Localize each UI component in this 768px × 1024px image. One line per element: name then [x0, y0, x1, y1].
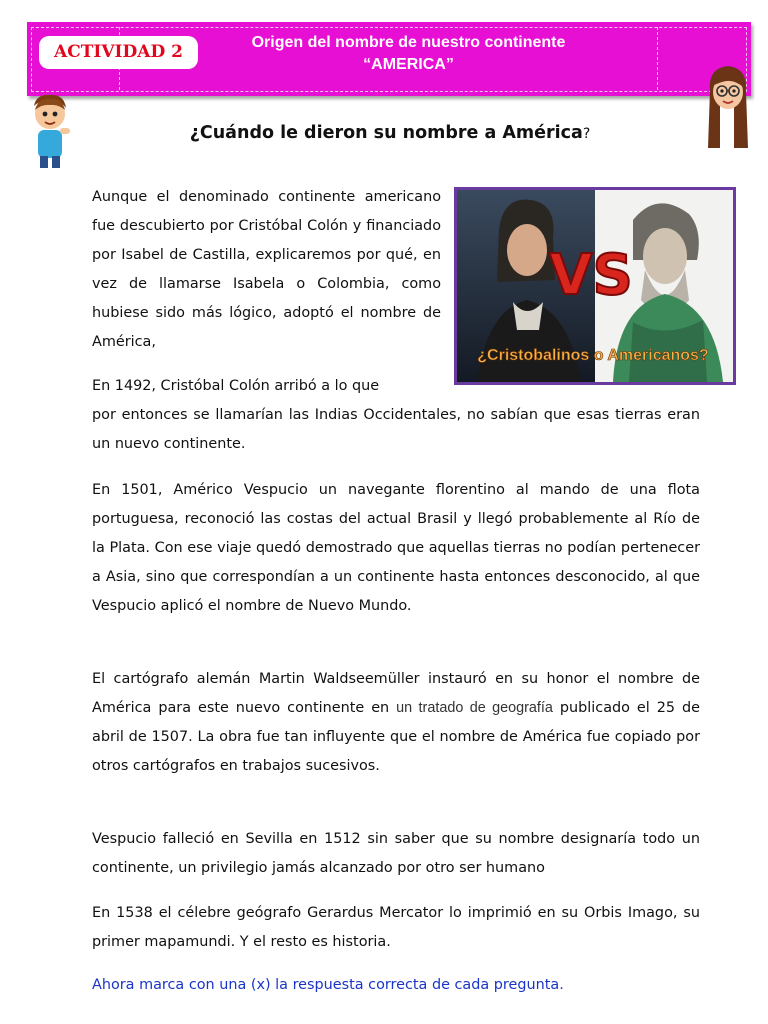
paragraph-waldseemuller [92, 665, 700, 781]
paragraph-waldseemuller-part-a: El cartógrafo alemán Martin Waldseemüller instauró en su honor el nombre de América para este nuevo continente en [92, 671, 700, 716]
columbus-vs-vespucci-image [454, 187, 736, 385]
paragraph-intro: Aunque el denominado continente americano fue descubierto por Cristóbal Colón y financiado por Isabel de Castilla, explicaremos por qué, en vez de llamarse Isabela o Colombia, como hubiese sido más lógico, adoptó el nombre de América, [92, 189, 441, 350]
girl-with-glasses-illustration [704, 60, 750, 150]
boy-pointing-illustration [26, 92, 74, 170]
activity-header-banner [27, 22, 751, 96]
section-title [90, 123, 690, 143]
portrait-comparison-graphic [457, 190, 733, 382]
paragraph-1501: En 1501, Américo Vespucio un navegante florentino al mando de una flota portuguesa, reconoció las costas del actual Brasil y llegó probablemente al Río de la Plata. Con ese viaje quedó demostrado que aquellas tierras no podían pertenecer a Asia, sino que correspondían a un continente hasta entonces desconocido, al que Vespucio aplicó el nombre de Nuevo Mundo. [92, 482, 700, 614]
paragraph-vespucci-death: Vespucio falleció en Sevilla en 1512 sin saber que su nombre designaría todo un continente, un privilegio jamás alcanzado por otro ser humano [92, 831, 700, 876]
paragraph-mercator: En 1538 el célebre geógrafo Gerardus Mercator lo imprimió en su Orbis Imago, su primer mapamundi. Y el resto es historia. [92, 905, 700, 950]
paragraph-1492-rest: por entonces se llamarían las Indias Occidentales, no sabían que esas tierras eran un nuevo continente. [92, 407, 700, 452]
image-caption: ¿Cristobalinos o Americanos? [477, 347, 709, 364]
section-title-question-mark: ? [582, 126, 591, 142]
vs-label: VS [549, 243, 633, 308]
activity-title-line2: “AMERICA” [363, 56, 454, 73]
paragraph-waldseemuller-link-text: un tratado de geografía [396, 700, 553, 716]
section-title-text: ¿Cuándo le dieron su nombre a América [189, 123, 583, 143]
activity-title [212, 32, 605, 76]
activity-badge: ACTIVIDAD 2 [39, 36, 198, 69]
paragraph-waldseemuller-part-c: publicado el 25 de abril de 1507. La obra fue tan influyente que el nombre de América fue copiado por otros cartógrafos en trabajos sucesivos. [92, 700, 701, 774]
banner-divider [657, 27, 658, 90]
paragraph-1492-first-line: En 1492, Cristóbal Colón arribó a lo que [92, 378, 380, 394]
instruction-text: Ahora marca con una (x) la respuesta correcta de cada pregunta. [92, 977, 564, 993]
activity-title-line1: Origen del nombre de nuestro continente [251, 34, 566, 51]
